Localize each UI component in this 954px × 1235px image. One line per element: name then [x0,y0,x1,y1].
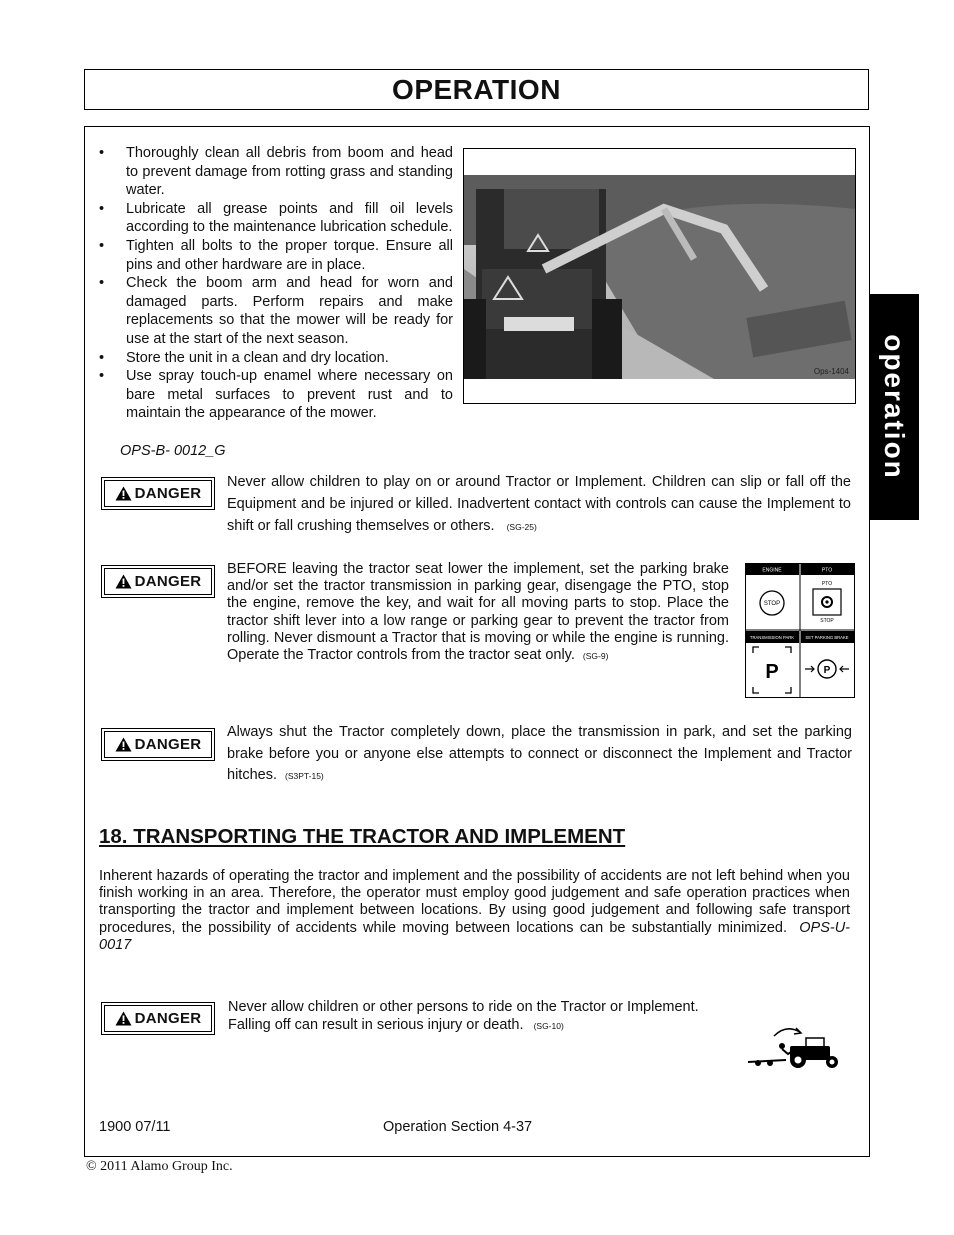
danger-badge [101,728,215,761]
list-item: • Tighten all bolts to the proper torque. Ensure all pins and other hardware are in place. [99,237,453,274]
danger-badge [101,565,215,598]
list-item: • Thoroughly clean all debris from boom and head to prevent damage from rotting grass and standing water. [99,144,453,200]
engine-label: ENGINE [762,567,782,574]
warning-triangle-icon [115,737,132,752]
section-code: OPS-U- 0017 [99,919,850,953]
section-body-text: Inherent hazards of operating the tractor and implement and the possibility of accidents are not left behind when you finish working in an area. Therefore, the operator must employ good judgement and safe operation practices when transporting the tractor and implement between locations. By using good judgement and following safe transport procedures, the possibility of accidents while moving between locations can be substantially minimized. [99,868,850,936]
danger-badge [101,1002,215,1035]
danger-message: Never allow children to play on or around Tractor or Implement. Children can slip or fall off the Equipment and be injured or killed. Inadvertent contact with controls can cause the Implement to shift or fall crushing themselves or others. [227,474,851,534]
danger-message: Always shut the Tractor completely down, place the transmission in park, and set the parking brake before you or anyone else attempts to connect or disconnect the Implement and Tractor hitches. [227,724,852,783]
danger-label: DANGER [134,736,202,753]
danger-badge [101,477,215,510]
photo-frame [463,148,856,404]
page-header [84,69,869,110]
pto-label: PTO [821,567,833,574]
footer-model-date: 1900 07/11 [99,1119,171,1135]
danger-ref: (SG-25) [506,522,537,532]
tractor-mower-photo [464,149,855,403]
transmission-park-label: TRANSMISSION PARK [749,635,795,640]
danger-text [228,999,738,1035]
side-tab-label: operation [879,334,910,480]
danger-message: Never allow children or other persons to ride on the Tractor or Implement. Falling off can result in serious injury or death. [228,999,699,1033]
danger-ref: (SG-9) [582,651,609,662]
side-tab [869,294,919,520]
section-body [99,868,850,954]
parking-brake-label: SET PARKING BRAKE [805,635,849,640]
danger-label: DANGER [134,1010,202,1027]
warning-triangle-icon [115,574,132,589]
park-letter: P [765,661,779,683]
list-item: • Check the boom arm and head for worn and damaged parts. Perform repairs and make replacements so that the mower will be ready for use at the start of the next season. [99,274,453,348]
danger-ref: (S3PT-15) [285,771,324,781]
footer-page-number: Operation Section 4-37 [383,1119,533,1135]
maintenance-list [99,144,453,423]
maintenance-code: OPS-B- 0012_G [120,443,226,459]
warning-triangle-icon [115,486,132,501]
brake-letter: P [823,665,831,676]
photo-caption: Ops-1404 [813,367,849,376]
list-item: • Store the unit in a clean and dry location. [99,349,453,368]
danger-label: DANGER [134,485,202,502]
tractor-controls-diagram [745,563,855,698]
danger-text [227,561,729,665]
pto-stop-text: STOP [820,618,834,624]
danger-ref: (SG-10) [533,1020,564,1031]
danger-text [227,471,851,538]
danger-message: BEFORE leaving the tractor seat lower the implement, set the parking brake and/or set the tractor transmission in parking gear, disengage the PTO, stop the engine, remove the key, and wait for all moving parts to stop. Place the tractor shift lever into a low range or parking gear to prevent the tractor from rolling. Never dismount a Tractor that is moving or while the engine is running. Operate the Tractor controls from the tractor seat only. [227,561,729,664]
danger-text [227,722,852,788]
copyright: © 2011 Alamo Group Inc. [86,1159,233,1174]
page-title: OPERATION [392,73,561,105]
falling-rider-pictogram [746,1022,846,1070]
pto-small-label: PTO [821,581,833,587]
danger-label: DANGER [134,573,202,590]
list-item: • Lubricate all grease points and fill oil levels according to the maintenance lubrication schedule. [99,200,453,237]
section-heading: 18. TRANSPORTING THE TRACTOR AND IMPLEMENT [99,825,626,848]
engine-stop-text: STOP [763,601,781,607]
warning-triangle-icon [115,1011,132,1026]
list-item: • Use spray touch-up enamel where necessary on bare metal surfaces to prevent rust and to maintain the appearance of the mower. [99,367,453,423]
